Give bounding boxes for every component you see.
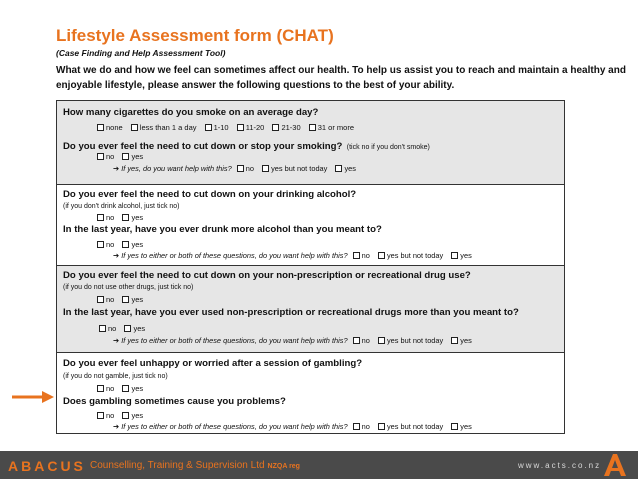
smoking-help-line <box>113 164 362 173</box>
checkbox-no[interactable]: no <box>97 384 114 393</box>
checkbox-icon <box>205 124 212 131</box>
checkbox-help-yes[interactable]: yes <box>451 422 472 431</box>
checkbox-none[interactable]: none <box>97 123 123 132</box>
gambling-unhappy-options <box>97 384 149 393</box>
checkbox-icon <box>97 241 104 248</box>
checkbox-icon <box>451 337 458 344</box>
checkbox-icon <box>309 124 316 131</box>
checkbox-no[interactable]: no <box>97 240 114 249</box>
alcohol-cutdown-options <box>97 213 149 222</box>
checkbox-icon <box>272 124 279 131</box>
nzqa-label: NZQA reg <box>267 463 300 470</box>
checkbox-31-or-more[interactable]: 31 or more <box>309 123 354 132</box>
checkbox-icon <box>451 423 458 430</box>
checkbox-less-than-1[interactable]: less than 1 a day <box>131 123 197 132</box>
drug-question-1-note: (if you do not use other drugs, just tick no) <box>63 284 194 291</box>
checkbox-icon <box>97 296 104 303</box>
checkbox-no[interactable]: no <box>97 295 114 304</box>
checkbox-icon <box>97 214 104 221</box>
checkbox-icon <box>353 252 360 259</box>
gambling-question-1-note: (if you do not gamble, just tick no) <box>63 373 168 380</box>
gambling-question-1: Do you ever feel unhappy or worried after a session of gambling? <box>63 358 363 369</box>
checkbox-no[interactable]: no <box>97 411 114 420</box>
checkbox-icon <box>237 124 244 131</box>
checkbox-help-no[interactable]: no <box>353 422 370 431</box>
side-arrow-icon <box>12 391 54 403</box>
checkbox-11-20[interactable]: 11-20 <box>237 123 265 132</box>
gambling-problems-options <box>97 411 149 420</box>
checkbox-help-no[interactable]: no <box>237 164 254 173</box>
smoking-help-question: If yes, do you want help with this? <box>121 164 232 173</box>
checkbox-yes[interactable]: yes <box>122 213 143 222</box>
checkbox-help-yes-but-not-today[interactable]: yes but not today <box>378 422 443 431</box>
checkbox-icon <box>451 252 458 259</box>
arrow-right-icon: ➔ <box>113 422 120 431</box>
checkbox-yes[interactable]: yes <box>122 384 143 393</box>
gambling-section <box>57 352 564 434</box>
website-link[interactable]: www.acts.co.nz <box>518 461 602 470</box>
checkbox-icon <box>122 214 129 221</box>
checkbox-yes[interactable]: yes <box>122 152 143 161</box>
alcohol-question-2: In the last year, have you ever drunk more alcohol than you meant to? <box>63 224 382 235</box>
checkbox-icon <box>122 296 129 303</box>
form-title: Lifestyle Assessment form (CHAT) <box>56 26 334 45</box>
alcohol-more-options <box>97 240 149 249</box>
smoking-section <box>57 101 564 184</box>
checkbox-icon <box>262 165 269 172</box>
checkbox-icon <box>97 385 104 392</box>
checkbox-icon <box>97 153 104 160</box>
checkbox-no[interactable]: no <box>97 152 114 161</box>
footer-bar <box>0 451 638 479</box>
checkbox-yes[interactable]: yes <box>124 324 145 333</box>
checkbox-help-yes-but-not-today[interactable]: yes but not today <box>262 164 327 173</box>
checkbox-help-no[interactable]: no <box>353 336 370 345</box>
smoking-cutdown-options <box>97 152 149 161</box>
checkbox-21-30[interactable]: 21-30 <box>272 123 300 132</box>
checkbox-help-no[interactable]: no <box>353 251 370 260</box>
drug-question-1: Do you ever feel the need to cut down on your non-prescription or recreational drug use? <box>63 270 471 281</box>
checkbox-icon <box>97 412 104 419</box>
drug-question-2: In the last year, have you ever used non-prescription or recreational drugs more than you meant to? <box>63 307 519 318</box>
arrow-right-icon: ➔ <box>113 164 120 173</box>
abacus-logo-icon <box>598 454 632 476</box>
smoking-question-1: How many cigarettes do you smoke on an average day? <box>63 107 319 118</box>
checkbox-yes[interactable]: yes <box>122 295 143 304</box>
smoking-question-2-note: (tick no if you don't smoke) <box>346 144 430 151</box>
checkbox-no[interactable]: no <box>97 213 114 222</box>
checkbox-icon <box>122 385 129 392</box>
smoking-question-2: Do you ever feel the need to cut down or stop your smoking? <box>63 141 343 152</box>
smoking-amount-options <box>97 123 360 132</box>
checkbox-no[interactable]: no <box>99 324 116 333</box>
checkbox-icon <box>335 165 342 172</box>
alcohol-section <box>57 184 564 265</box>
drug-section <box>57 265 564 352</box>
form-subtitle: (Case Finding and Help Assessment Tool) <box>56 48 226 58</box>
arrow-right-icon: ➔ <box>113 336 120 345</box>
checkbox-icon <box>99 325 106 332</box>
checkbox-help-yes-but-not-today[interactable]: yes but not today <box>378 251 443 260</box>
alcohol-question-1-note: (if you don't drink alcohol, just tick no) <box>63 203 180 210</box>
checkbox-icon <box>122 241 129 248</box>
checkbox-icon <box>353 423 360 430</box>
brand-tagline: Counselling, Training & Supervision Ltd NZQA reg <box>90 460 300 471</box>
alcohol-question-1: Do you ever feel the need to cut down on your drinking alcohol? <box>63 189 357 200</box>
checkbox-help-yes[interactable]: yes <box>335 164 356 173</box>
checkbox-yes[interactable]: yes <box>122 240 143 249</box>
checkbox-icon <box>378 252 385 259</box>
checkbox-icon <box>97 124 104 131</box>
arrow-right-icon: ➔ <box>113 251 120 260</box>
checkbox-icon <box>122 412 129 419</box>
drug-cutdown-options <box>97 295 149 304</box>
checkbox-yes[interactable]: yes <box>122 411 143 420</box>
gambling-help-line <box>113 422 478 431</box>
drug-more-options <box>99 324 151 333</box>
gambling-question-2: Does gambling sometimes cause you problems? <box>63 396 286 407</box>
brand-name: ABACUS <box>8 458 86 474</box>
gambling-help-question: If yes to either or both of these questions, do you want help with this? <box>121 422 348 431</box>
alcohol-help-question: If yes to either or both of these questions, do you want help with this? <box>121 251 348 260</box>
alcohol-help-line <box>113 251 478 260</box>
checkbox-icon <box>124 325 131 332</box>
drug-help-question: If yes to either or both of these questions, do you want help with this? <box>121 336 348 345</box>
checkbox-1-10[interactable]: 1-10 <box>205 123 229 132</box>
drug-help-line <box>113 336 478 345</box>
checkbox-help-yes[interactable]: yes <box>451 336 472 345</box>
assessment-form <box>56 100 565 434</box>
checkbox-help-yes-but-not-today[interactable]: yes but not today <box>378 336 443 345</box>
checkbox-icon <box>122 153 129 160</box>
checkbox-icon <box>131 124 138 131</box>
checkbox-icon <box>353 337 360 344</box>
checkbox-icon <box>378 337 385 344</box>
intro-text: What we do and how we feel can sometimes affect our health. To help us assist you to reach and maintain a healthy and enjoyable lifestyle, please answer the following questions to the best of your ability. <box>56 65 626 91</box>
checkbox-icon <box>378 423 385 430</box>
checkbox-icon <box>237 165 244 172</box>
checkbox-help-yes[interactable]: yes <box>451 251 472 260</box>
